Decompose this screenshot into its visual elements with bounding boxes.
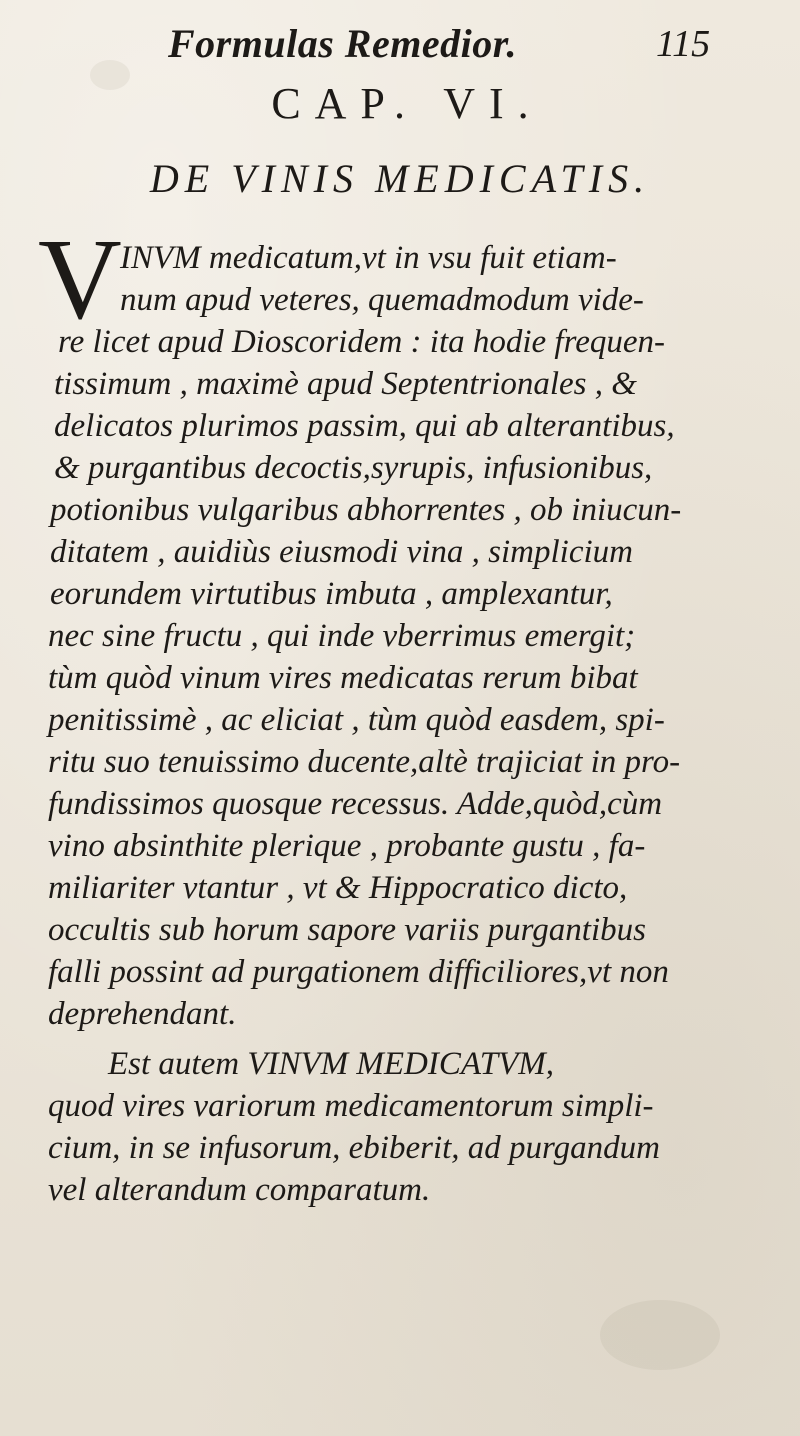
text-line: quod vires variorum medicamentorum simpli- [48, 1088, 654, 1124]
text-line: vino absinthite plerique , probante gustu , fa- [48, 828, 646, 864]
text-line: miliariter vtantur , vt & Hippocratico dicto, [48, 870, 628, 906]
text-line: ritu suo tenuissimo ducente,altè trajiciat in pro- [48, 744, 681, 780]
text-line: occultis sub horum sapore variis purgantibus [48, 912, 646, 948]
body-text [38, 216, 776, 1402]
text-line: fundissimos quosque recessus. Adde,quòd,cùm [48, 786, 663, 822]
chapter-number: CAP. VI. [271, 79, 543, 128]
text-line: cium, in se infusorum, ebiberit, ad purgandum [48, 1130, 660, 1166]
running-title: Formulas Remedior. [168, 21, 518, 66]
text-line: & purgantibus decoctis,syrupis, infusionibus, [54, 450, 653, 486]
text-line: eorundem virtutibus imbuta , amplexantur, [50, 576, 613, 612]
text-line: deprehendant. [48, 996, 237, 1032]
text-line: Est autem VINVM MEDICATVM, [108, 1046, 555, 1082]
chapter-title: DE VINIS MEDICATIS. [149, 156, 651, 201]
text-line: potionibus vulgaribus abhorrentes , ob iniucun- [50, 492, 682, 528]
text-line: falli possint ad purgationem difficiliores,vt non [48, 954, 669, 990]
drop-initial: V [38, 216, 122, 344]
page-number: 115 [656, 23, 711, 65]
text-line: tùm quòd vinum vires medicatas rerum bibat [48, 660, 638, 696]
text-line: penitissimè , ac eliciat , tùm quòd easdem, spi- [48, 702, 665, 738]
text-line: vel alterandum comparatum. [48, 1172, 431, 1208]
text-line: nec sine fructu , qui inde vberrimus emergit; [48, 618, 636, 654]
text-line: re licet apud Dioscoridem : ita hodie frequen- [58, 324, 666, 360]
text-line: ditatem , auidiùs eiusmodi vina , simplicium [50, 534, 633, 570]
text-line: num apud veteres, quemadmodum vide- [120, 282, 644, 318]
text-line: INVM medicatum,vt in vsu fuit etiam- [120, 240, 617, 276]
text-line: tissimum , maximè apud Septentrionales , & [54, 366, 637, 402]
running-head [0, 18, 800, 68]
text-line: delicatos plurimos passim, qui ab alterantibus, [54, 408, 675, 444]
